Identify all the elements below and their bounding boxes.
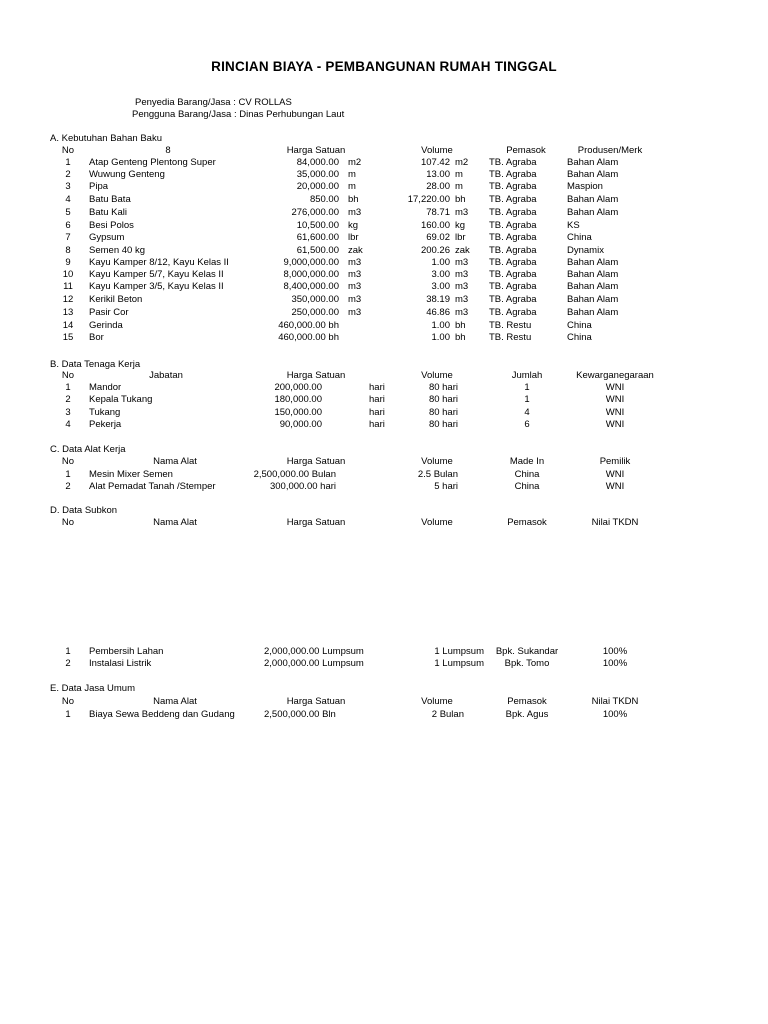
- sectionD-header-supplier: Pemasok: [507, 517, 547, 528]
- sectionE-row-vol: 2 Bulan: [431, 709, 464, 720]
- sectionA-row-brand: Bahan Alam: [567, 169, 619, 180]
- sectionA-row-vol: 46.86: [426, 307, 450, 318]
- sectionA-row-price: 61,600.00: [296, 232, 339, 243]
- sectionB-row-vol: 80 hari: [428, 382, 458, 393]
- sectionA-row-no: 1: [65, 157, 71, 168]
- sectionD-row-supplier: Bpk. Tomo: [504, 658, 550, 669]
- sectionA-row-vunit: m3: [455, 294, 469, 305]
- sectionA-header-supplier: Pemasok: [506, 145, 546, 156]
- sectionC-row-price: 300,000.00 hari: [269, 481, 336, 492]
- sectionB-row-no: 2: [65, 394, 71, 405]
- sectionB-row-total: 6: [524, 419, 530, 430]
- sectionB-row-nation: WNI: [605, 407, 625, 418]
- sectionC-row-no: 1: [65, 469, 71, 480]
- sectionC-header-volume: Volume: [421, 456, 453, 467]
- sectionA-row-vol: 69.02: [426, 232, 450, 243]
- sectionE-header-price: Harga Satuan: [286, 696, 346, 707]
- sectionA-row-supplier: TB. Agraba: [489, 207, 537, 218]
- sectionA-row-vunit: zak: [455, 245, 470, 256]
- sectionA-row-punit: m: [348, 181, 356, 192]
- sectionA-row-vunit: m3: [455, 207, 469, 218]
- sectionA-row-name: Bor: [89, 332, 104, 343]
- sectionB-row-nation: WNI: [605, 382, 625, 393]
- provider-line: Penyedia Barang/Jasa : CV ROLLAS: [135, 97, 292, 108]
- user-line: Pengguna Barang/Jasa : Dinas Perhubungan Laut: [132, 109, 345, 120]
- sectionB-row-nation: WNI: [605, 419, 625, 430]
- sectionC-row-name: Mesin Mixer Semen: [89, 469, 173, 480]
- sectionB-row-price: 150,000.00: [274, 407, 322, 418]
- sectionB-row-no: 1: [65, 382, 71, 393]
- sectionE-header-volume: Volume: [421, 696, 453, 707]
- sectionA-row-supplier: TB. Agraba: [489, 307, 537, 318]
- sectionD-row-price: 2,000,000.00 Lumpsum: [264, 646, 364, 657]
- sectionB-row-name: Tukang: [89, 407, 121, 418]
- sectionA-row-vunit: m3: [455, 257, 469, 268]
- sectionA-row-vunit: m3: [455, 281, 469, 292]
- sectionA-row-no: 10: [62, 269, 74, 280]
- sectionD-row-supplier: Bpk. Sukandar: [495, 646, 559, 657]
- sectionA-row-supplier: TB. Agraba: [489, 269, 537, 280]
- sectionA-row-no: 3: [65, 181, 71, 192]
- sectionA-row-vunit: bh: [455, 194, 466, 205]
- sectionA-row-supplier: TB. Agraba: [489, 157, 537, 168]
- sectionB-row-punit: hari: [369, 407, 385, 418]
- sectionA-row-name: Pasir Cor: [89, 307, 129, 318]
- sectionB-row-total: 1: [524, 394, 530, 405]
- sectionD-header-no: No: [61, 517, 75, 528]
- sectionA-row-price: 8,000,000.00: [283, 269, 339, 280]
- sectionB-row-price: 200,000.00: [274, 382, 322, 393]
- sectionC-header-price: Harga Satuan: [286, 456, 346, 467]
- sectionA-row-price: 20,000.00: [296, 181, 339, 192]
- sectionD-row-vol: 1 Lumpsum: [434, 658, 484, 669]
- sectionA-header-no: No: [61, 145, 75, 156]
- sectionB-row-nation: WNI: [605, 394, 625, 405]
- sectionC-row-name: Alat Pemadat Tanah /Stemper: [89, 481, 216, 492]
- sectionB-row-total: 1: [524, 382, 530, 393]
- sectionA-row-vol: 3.00: [431, 281, 450, 292]
- sectionB-row-punit: hari: [369, 419, 385, 430]
- sectionC-header-owner: Pemilik: [599, 456, 631, 467]
- sectionA-row-supplier: TB. Agraba: [489, 257, 537, 268]
- sectionC-row-price: 2,500,000.00 Bulan: [253, 469, 336, 480]
- sectionB-row-price: 90,000.00: [279, 419, 322, 430]
- sectionB-header-name: Jabatan: [149, 370, 183, 381]
- sectionA-row-vol: 1.00: [431, 332, 450, 343]
- sectionA-row-supplier: TB. Agraba: [489, 169, 537, 180]
- sectionB-header-total: Jumlah: [511, 370, 543, 381]
- sectionA-row-price: 250,000.00: [291, 307, 339, 318]
- sectionB-row-vol: 80 hari: [428, 419, 458, 430]
- sectionA-row-supplier: TB. Agraba: [489, 220, 537, 231]
- sectionA-row-price: 850.00: [309, 194, 339, 205]
- sectionA-row-vol: 1.00: [431, 257, 450, 268]
- sectionB-header-price: Harga Satuan: [286, 370, 346, 381]
- sectionC-heading: C. Data Alat Kerja: [50, 444, 126, 455]
- sectionE-heading: E. Data Jasa Umum: [50, 683, 135, 694]
- sectionA-row-name: Semen 40 kg: [89, 245, 145, 256]
- sectionA-row-punit: lbr: [348, 232, 359, 243]
- sectionB-row-name: Pekerja: [89, 419, 122, 430]
- sectionA-row-vunit: lbr: [455, 232, 466, 243]
- sectionC-row-vol: 5 hari: [434, 481, 458, 492]
- document-title: RINCIAN BIAYA - PEMBANGUNAN RUMAH TINGGAL: [211, 59, 557, 74]
- sectionA-row-brand: Maspion: [567, 181, 603, 192]
- sectionA-row-no: 15: [62, 332, 74, 343]
- sectionA-row-brand: Bahan Alam: [567, 281, 619, 292]
- sectionA-row-no: 11: [63, 281, 73, 292]
- sectionD-header-tkdn: Nilai TKDN: [591, 517, 639, 528]
- sectionA-row-supplier: TB. Agraba: [489, 232, 537, 243]
- sectionA-header-name: 8: [165, 145, 171, 156]
- sectionA-row-vol: 38.19: [426, 294, 450, 305]
- sectionE-row-price: 2,500,000.00 Bln: [264, 709, 336, 720]
- sectionD-row-no: 2: [65, 658, 71, 669]
- sectionE-row-no: 1: [65, 709, 71, 720]
- sectionC-row-no: 2: [65, 481, 71, 492]
- sectionA-row-brand: KS: [567, 220, 580, 231]
- sectionA-row-supplier: TB. Agraba: [489, 194, 537, 205]
- sectionA-heading: A. Kebutuhan Bahan Baku: [50, 133, 162, 144]
- sectionA-row-vol: 13.00: [426, 169, 450, 180]
- sectionD-header-volume: Volume: [421, 517, 453, 528]
- sectionC-header-madein: Made In: [509, 456, 545, 467]
- sectionA-row-brand: China: [567, 332, 592, 343]
- sectionA-row-no: 4: [65, 194, 71, 205]
- sectionA-row-price: 84,000.00: [296, 157, 339, 168]
- sectionD-row-name: Pembersih Lahan: [89, 646, 164, 657]
- sectionA-row-supplier: TB. Agraba: [489, 245, 537, 256]
- sectionA-row-vol: 107.42: [420, 157, 450, 168]
- sectionA-row-brand: Bahan Alam: [567, 257, 619, 268]
- sectionA-row-brand: Bahan Alam: [567, 269, 619, 280]
- sectionA-row-price: 350,000.00: [291, 294, 339, 305]
- sectionA-header-volume: Volume: [421, 145, 453, 156]
- sectionA-row-punit: m3: [348, 269, 362, 280]
- sectionA-row-vol: 17,220.00: [407, 194, 450, 205]
- sectionA-row-no: 8: [65, 245, 71, 256]
- sectionA-row-name: Batu Bata: [89, 194, 131, 205]
- sectionA-row-price: 460,000.00 bh: [278, 332, 339, 343]
- sectionB-row-punit: hari: [369, 382, 385, 393]
- sectionD-row-price: 2,000,000.00 Lumpsum: [264, 658, 364, 669]
- sectionA-row-vunit: m: [455, 169, 463, 180]
- sectionA-row-vunit: bh: [455, 320, 466, 331]
- sectionA-row-punit: m3: [348, 281, 362, 292]
- sectionE-row-tkdn: 100%: [602, 709, 628, 720]
- sectionA-row-no: 7: [65, 232, 71, 243]
- sectionA-row-supplier: TB. Agraba: [489, 294, 537, 305]
- sectionA-row-vol: 78.71: [426, 207, 450, 218]
- sectionD-header-price: Harga Satuan: [286, 517, 346, 528]
- sectionA-row-brand: Dynamix: [567, 245, 604, 256]
- sectionD-row-name: Instalasi Listrik: [89, 658, 152, 669]
- sectionA-row-vol: 1.00: [431, 320, 450, 331]
- sectionA-row-no: 2: [65, 169, 71, 180]
- sectionA-row-price: 8,400,000.00: [283, 281, 339, 292]
- sectionA-row-vunit: m2: [455, 157, 469, 168]
- sectionE-header-tkdn: Nilai TKDN: [591, 696, 639, 707]
- sectionA-row-brand: China: [567, 320, 592, 331]
- sectionA-row-name: Kayu Kamper 5/7, Kayu Kelas II: [89, 269, 224, 280]
- sectionB-row-vol: 80 hari: [428, 407, 458, 418]
- sectionA-row-price: 10,500.00: [296, 220, 339, 231]
- sectionC-row-madein: China: [514, 481, 540, 492]
- sectionA-row-supplier: TB. Agraba: [489, 281, 537, 292]
- sectionC-row-vol: 2.5 Bulan: [417, 469, 458, 480]
- sectionA-row-no: 12: [62, 294, 74, 305]
- sectionD-row-no: 1: [65, 646, 71, 657]
- sectionA-row-punit: kg: [348, 220, 359, 231]
- sectionA-row-name: Pipa: [89, 181, 109, 192]
- sectionA-row-price: 460,000.00 bh: [278, 320, 339, 331]
- sectionA-row-no: 6: [65, 220, 71, 231]
- sectionD-row-tkdn: 100%: [602, 646, 628, 657]
- sectionA-row-brand: Bahan Alam: [567, 194, 619, 205]
- sectionA-row-brand: Bahan Alam: [567, 307, 619, 318]
- sectionA-row-name: Atap Genteng Plentong Super: [89, 157, 216, 168]
- sectionD-header-name: Nama Alat: [153, 517, 197, 528]
- sectionA-row-brand: Bahan Alam: [567, 294, 619, 305]
- sectionE-row-supplier: Bpk. Agus: [505, 709, 549, 720]
- sectionA-row-vol: 200.26: [420, 245, 450, 256]
- sectionA-row-punit: bh: [348, 194, 359, 205]
- sectionB-row-name: Mandor: [89, 382, 122, 393]
- sectionC-row-madein: China: [514, 469, 540, 480]
- sectionB-row-no: 4: [65, 419, 71, 430]
- sectionA-row-name: Gerinda: [89, 320, 123, 331]
- sectionD-row-tkdn: 100%: [602, 658, 628, 669]
- sectionB-row-no: 3: [65, 407, 71, 418]
- sectionD-heading: D. Data Subkon: [50, 505, 118, 516]
- sectionA-row-no: 13: [62, 307, 74, 318]
- sectionA-row-punit: zak: [348, 245, 363, 256]
- sectionA-row-vunit: kg: [455, 220, 466, 231]
- sectionC-row-owner: WNI: [605, 481, 625, 492]
- sectionA-header-price: Harga Satuan: [286, 145, 346, 156]
- sectionA-row-vunit: m3: [455, 307, 469, 318]
- sectionA-row-vunit: bh: [455, 332, 466, 343]
- sectionA-row-name: Kayu Kamper 3/5, Kayu Kelas II: [89, 281, 224, 292]
- sectionC-row-owner: WNI: [605, 469, 625, 480]
- sectionA-row-no: 9: [65, 257, 71, 268]
- sectionA-row-name: Kerikil Beton: [89, 294, 143, 305]
- sectionB-row-punit: hari: [369, 394, 385, 405]
- sectionA-row-name: Besi Polos: [89, 220, 134, 231]
- sectionA-row-price: 276,000.00: [291, 207, 339, 218]
- sectionB-header-volume: Volume: [421, 370, 453, 381]
- sectionB-row-name: Kepala Tukang: [89, 394, 153, 405]
- sectionE-header-name: Nama Alat: [153, 696, 197, 707]
- sectionA-row-brand: Bahan Alam: [567, 207, 619, 218]
- sectionC-header-name: Nama Alat: [153, 456, 197, 467]
- sectionA-row-name: Batu Kali: [89, 207, 128, 218]
- sectionA-row-vol: 3.00: [431, 269, 450, 280]
- sectionA-row-punit: m3: [348, 294, 362, 305]
- sectionA-row-brand: Bahan Alam: [567, 157, 619, 168]
- sectionA-row-name: Kayu Kamper 8/12, Kayu Kelas II: [89, 257, 229, 268]
- sectionA-row-punit: m3: [348, 307, 362, 318]
- sectionD-row-vol: 1 Lumpsum: [434, 646, 484, 657]
- sectionA-row-price: 9,000,000.00: [283, 257, 339, 268]
- sectionA-row-punit: m: [348, 169, 356, 180]
- sectionA-row-name: Gypsum: [89, 232, 125, 243]
- sectionA-row-vol: 28.00: [426, 181, 450, 192]
- sectionB-row-total: 4: [524, 407, 530, 418]
- sectionA-row-vunit: m: [455, 181, 463, 192]
- sectionA-row-punit: m3: [348, 207, 362, 218]
- sectionA-row-supplier: TB. Restu: [489, 332, 532, 343]
- sectionB-row-price: 180,000.00: [274, 394, 322, 405]
- sectionA-row-vunit: m3: [455, 269, 469, 280]
- sectionA-row-punit: m3: [348, 257, 362, 268]
- sectionA-row-no: 5: [65, 207, 71, 218]
- sectionE-header-supplier: Pemasok: [507, 696, 547, 707]
- sectionA-row-name: Wuwung Genteng: [89, 169, 165, 180]
- sectionC-header-no: No: [61, 456, 75, 467]
- sectionA-row-punit: m2: [348, 157, 362, 168]
- sectionA-row-vol: 160.00: [420, 220, 450, 231]
- sectionA-header-brand: Produsen/Merk: [577, 145, 643, 156]
- sectionB-heading: B. Data Tenaga Kerja: [50, 359, 141, 370]
- sectionA-row-supplier: TB. Restu: [489, 320, 532, 331]
- sectionB-header-nation: Kewarganegaraan: [576, 370, 654, 381]
- sectionA-row-no: 14: [62, 320, 74, 331]
- sectionA-row-brand: China: [567, 232, 592, 243]
- sectionA-row-price: 35,000.00: [296, 169, 339, 180]
- sectionB-header-no: No: [61, 370, 75, 381]
- sectionE-header-no: No: [61, 696, 75, 707]
- sectionA-row-supplier: TB. Agraba: [489, 181, 537, 192]
- sectionA-row-price: 61,500.00: [296, 245, 339, 256]
- sectionB-row-vol: 80 hari: [428, 394, 458, 405]
- sectionE-row-name: Biaya Sewa Beddeng dan Gudang: [89, 709, 235, 720]
